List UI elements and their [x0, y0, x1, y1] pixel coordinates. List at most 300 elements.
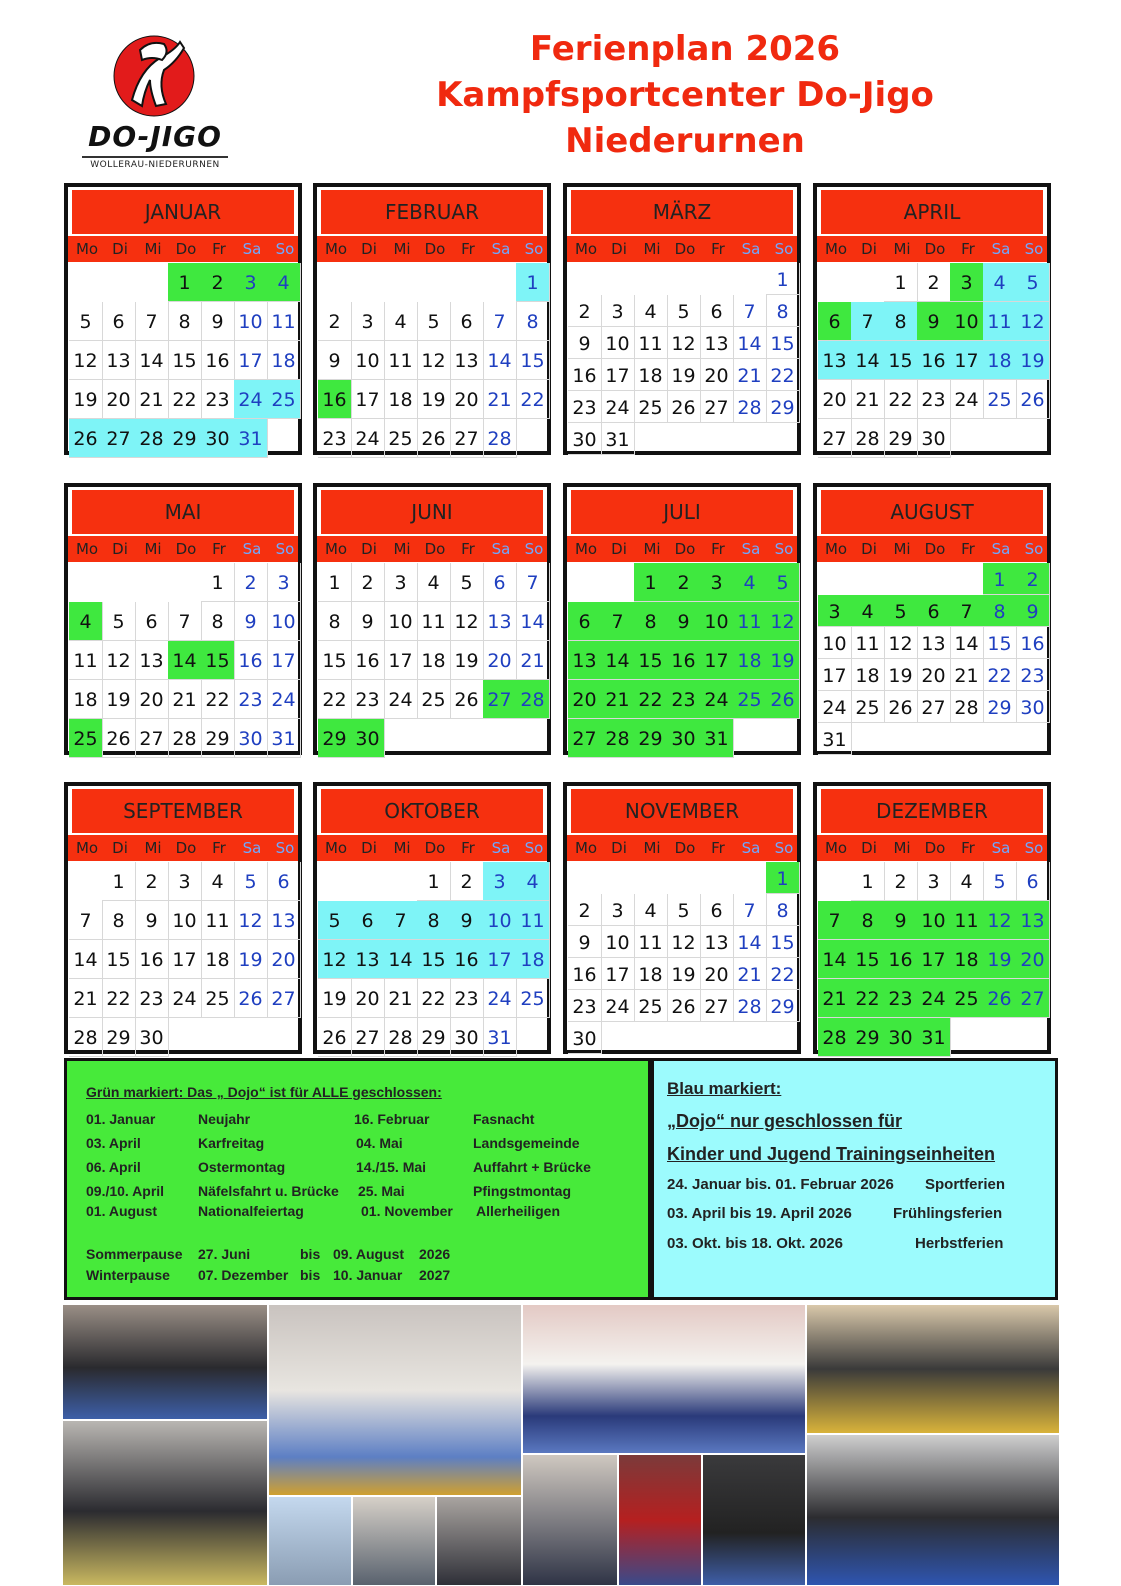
day-grid [68, 563, 298, 751]
month-name: FEBRUAR [321, 190, 543, 234]
weekday-label: Do [674, 240, 696, 258]
day-cell: 29 [318, 719, 352, 758]
weekday-label: Di [112, 540, 128, 558]
period-range: 03. Okt. bis 18. Okt. 2026 [667, 1235, 843, 1252]
day-cell: 9 [201, 302, 235, 341]
day-cell: 17 [950, 341, 984, 380]
day-cell: 28 [601, 719, 635, 758]
day-cell: 11 [950, 901, 984, 940]
day-cell: 20 [102, 380, 136, 419]
day-cell: 2 [884, 862, 918, 901]
weekday-label: Sa [991, 540, 1011, 558]
day-cell: 25 [851, 691, 885, 723]
weekday-label: Fr [212, 240, 226, 258]
day-cell: 20 [917, 659, 951, 691]
day-cell: 15 [766, 926, 800, 958]
day-cell: 10 [267, 602, 301, 641]
day-cell: 1 [851, 862, 885, 901]
day-cell: 14 [950, 627, 984, 659]
photo-small-1 [268, 1496, 352, 1586]
day-cell: 14 [601, 641, 635, 680]
day-cell: 6 [700, 894, 734, 926]
holiday-name: Fasnacht [473, 1111, 535, 1127]
day-cell: 9 [917, 302, 951, 341]
weekday-label: So [1024, 839, 1044, 857]
day-cell: 17 [351, 380, 385, 419]
day-cell: 11 [417, 602, 451, 641]
weekday-label: Do [175, 839, 197, 857]
day-cell: 21 [516, 641, 550, 680]
day-cell: 10 [168, 901, 202, 940]
month-name: MAI [72, 490, 294, 534]
day-cell: 27 [102, 419, 136, 458]
day-cell: 22 [766, 359, 800, 391]
day-cell: 30 [351, 719, 385, 758]
day-cell: 29 [851, 1018, 885, 1057]
day-cell: 6 [700, 295, 734, 327]
day-cell: 8 [318, 602, 352, 641]
weekday-label: Sa [491, 240, 511, 258]
weekday-header [817, 536, 1047, 562]
day-cell: 4 [950, 862, 984, 901]
day-cell: 2 [201, 263, 235, 302]
day-cell: 26 [234, 979, 268, 1018]
day-cell: 23 [201, 380, 235, 419]
day-cell: 14 [384, 940, 418, 979]
day-cell: 15 [417, 940, 451, 979]
day-cell: 24 [601, 391, 635, 423]
weekday-label: Di [611, 839, 627, 857]
day-cell: 4 [634, 295, 668, 327]
weekday-label: So [1024, 540, 1044, 558]
month-dezember [813, 782, 1051, 1054]
weekday-header [68, 236, 298, 262]
day-cell: 30 [568, 1022, 602, 1054]
day-cell: 18 [417, 641, 451, 680]
day-cell: 11 [851, 627, 885, 659]
break-from: 27. Juni [198, 1246, 251, 1262]
day-cell: 20 [450, 380, 484, 419]
day-cell: 30 [1016, 691, 1050, 723]
weekday-label: Fr [461, 240, 475, 258]
weekday-label: Mi [893, 240, 911, 258]
day-cell: 25 [267, 380, 301, 419]
break-year: 2026 [419, 1246, 451, 1262]
weekday-label: Mo [75, 540, 99, 558]
period-range: 24. Januar bis. 01. Februar 2026 [667, 1176, 894, 1193]
day-cell: 22 [318, 680, 352, 719]
weekday-label: Mi [643, 540, 661, 558]
holiday-date: 16. Februar [354, 1111, 430, 1127]
day-cell: 2 [450, 862, 484, 901]
day-cell: 27 [1016, 979, 1050, 1018]
day-cell: 26 [1016, 380, 1050, 419]
day-cell: 3 [234, 263, 268, 302]
day-cell: 11 [733, 602, 767, 641]
day-cell: 8 [417, 901, 451, 940]
day-cell: 16 [234, 641, 268, 680]
day-cell: 16 [568, 359, 602, 391]
day-cell: 15 [201, 641, 235, 680]
day-cell: 1 [102, 862, 136, 901]
day-cell: 29 [102, 1018, 136, 1057]
weekday-label: Fr [961, 540, 975, 558]
day-cell: 17 [483, 940, 517, 979]
holiday-date: 06. April [86, 1159, 141, 1175]
day-cell: 14 [516, 602, 550, 641]
day-cell: 31 [483, 1018, 517, 1057]
day-cell: 19 [69, 380, 103, 419]
month-juli [563, 483, 801, 755]
day-cell: 23 [351, 680, 385, 719]
weekday-header [567, 536, 797, 562]
photo-judo-group [522, 1304, 806, 1454]
day-cell: 30 [135, 1018, 169, 1057]
day-cell: 15 [884, 341, 918, 380]
holiday-name: Auffahrt + Brücke [473, 1159, 591, 1175]
day-cell: 18 [983, 341, 1017, 380]
day-cell: 7 [135, 302, 169, 341]
day-cell: 10 [601, 327, 635, 359]
day-cell: 20 [700, 958, 734, 990]
day-cell: 7 [384, 901, 418, 940]
day-cell: 11 [983, 302, 1017, 341]
weekday-label: Do [924, 540, 946, 558]
weekday-label: Mi [144, 839, 162, 857]
day-cell: 6 [351, 901, 385, 940]
day-cell: 24 [234, 380, 268, 419]
weekday-label: Do [424, 540, 446, 558]
day-cell: 5 [417, 302, 451, 341]
month-name: AUGUST [821, 490, 1043, 534]
weekday-label: Sa [242, 540, 262, 558]
day-cell: 6 [102, 302, 136, 341]
break-bis: bis [300, 1246, 321, 1262]
holiday-date: 03. April [86, 1135, 141, 1151]
day-cell: 21 [733, 958, 767, 990]
legend-blue-line-3: Kinder und Jugend Trainingseinheiten [667, 1144, 996, 1164]
day-cell: 5 [450, 563, 484, 602]
day-cell: 18 [69, 680, 103, 719]
day-cell: 12 [234, 901, 268, 940]
day-cell: 28 [135, 419, 169, 458]
title-line-1: Ferienplan 2026 [529, 29, 841, 69]
day-cell: 22 [417, 979, 451, 1018]
day-cell: 10 [384, 602, 418, 641]
weekday-header [68, 536, 298, 562]
period-name: Herbstferien [915, 1235, 1004, 1252]
weekday-label: Di [861, 540, 877, 558]
day-cell: 5 [318, 901, 352, 940]
day-cell: 27 [917, 691, 951, 723]
day-cell: 16 [667, 641, 701, 680]
weekday-label: Fr [461, 540, 475, 558]
weekday-label: Do [175, 240, 197, 258]
day-cell: 7 [950, 595, 984, 627]
day-cell: 1 [417, 862, 451, 901]
day-cell: 20 [135, 680, 169, 719]
day-cell: 13 [917, 627, 951, 659]
day-cell: 12 [884, 627, 918, 659]
day-cell: 21 [851, 380, 885, 419]
day-cell: 13 [135, 641, 169, 680]
day-cell: 29 [201, 719, 235, 758]
weekday-label: Mi [393, 839, 411, 857]
day-cell: 10 [700, 602, 734, 641]
day-cell: 29 [168, 419, 202, 458]
day-cell: 9 [568, 926, 602, 958]
weekday-label: Mo [75, 839, 99, 857]
weekday-header [567, 236, 797, 262]
day-cell: 26 [102, 719, 136, 758]
day-cell: 16 [318, 380, 352, 419]
day-cell: 10 [601, 926, 635, 958]
break-label: Winterpause [86, 1267, 170, 1283]
day-cell: 18 [634, 359, 668, 391]
day-cell: 28 [69, 1018, 103, 1057]
weekday-label: Mo [574, 839, 598, 857]
day-grid [68, 862, 298, 1050]
day-cell: 5 [766, 563, 800, 602]
day-cell: 11 [634, 327, 668, 359]
day-cell: 26 [884, 691, 918, 723]
day-grid [567, 563, 797, 751]
day-cell: 21 [733, 359, 767, 391]
day-cell: 23 [917, 380, 951, 419]
day-cell: 3 [818, 595, 852, 627]
weekday-label: Mi [144, 540, 162, 558]
day-cell: 31 [601, 423, 635, 455]
weekday-label: Fr [711, 540, 725, 558]
day-cell: 23 [884, 979, 918, 1018]
legend-green-heading: Grün markiert: Das „ Dojo“ ist für ALLE geschlossen: [86, 1084, 442, 1100]
logo-subtitle: WOLLERAU-NIEDERURNEN [90, 160, 220, 170]
day-cell: 22 [983, 659, 1017, 691]
weekday-header [317, 236, 547, 262]
weekday-label: Di [112, 240, 128, 258]
day-cell: 11 [516, 901, 550, 940]
day-cell: 14 [135, 341, 169, 380]
day-cell: 23 [318, 419, 352, 458]
day-cell: 11 [634, 926, 668, 958]
day-cell: 6 [917, 595, 951, 627]
day-cell: 24 [917, 979, 951, 1018]
day-cell: 30 [917, 419, 951, 458]
day-cell: 11 [267, 302, 301, 341]
holiday-name: Ostermontag [198, 1159, 286, 1175]
day-cell: 10 [950, 302, 984, 341]
day-cell: 31 [700, 719, 734, 758]
day-cell: 19 [234, 940, 268, 979]
day-cell: 2 [917, 263, 951, 302]
day-cell: 17 [917, 940, 951, 979]
photo-small-2 [352, 1496, 436, 1586]
day-cell: 21 [168, 680, 202, 719]
day-cell: 17 [267, 641, 301, 680]
day-cell: 22 [516, 380, 550, 419]
day-cell: 9 [234, 602, 268, 641]
day-cell: 30 [450, 1018, 484, 1057]
weekday-label: Mo [824, 240, 848, 258]
holiday-name: Näfelsfahrt u. Brücke [198, 1183, 339, 1199]
day-cell: 18 [267, 341, 301, 380]
weekday-label: Sa [741, 240, 761, 258]
day-cell: 22 [201, 680, 235, 719]
month-name: NOVEMBER [571, 789, 793, 833]
day-cell: 25 [201, 979, 235, 1018]
day-cell: 23 [1016, 659, 1050, 691]
day-cell: 10 [351, 341, 385, 380]
weekday-header [68, 835, 298, 861]
day-cell: 14 [168, 641, 202, 680]
day-cell: 10 [917, 901, 951, 940]
day-cell: 6 [568, 602, 602, 641]
day-cell: 29 [417, 1018, 451, 1057]
month-name: JULI [571, 490, 793, 534]
day-grid [317, 263, 547, 451]
day-cell: 13 [1016, 901, 1050, 940]
day-cell: 16 [201, 341, 235, 380]
day-cell: 1 [168, 263, 202, 302]
day-cell: 12 [318, 940, 352, 979]
day-cell: 26 [667, 391, 701, 423]
weekday-label: So [774, 839, 794, 857]
weekday-header [317, 835, 547, 861]
day-cell: 27 [700, 391, 734, 423]
weekday-label: Mi [643, 240, 661, 258]
day-cell: 17 [700, 641, 734, 680]
day-cell: 25 [417, 680, 451, 719]
day-cell: 13 [700, 926, 734, 958]
day-cell: 15 [168, 341, 202, 380]
day-cell: 17 [384, 641, 418, 680]
day-cell: 5 [234, 862, 268, 901]
break-to: 10. Januar [333, 1267, 403, 1283]
day-cell: 29 [766, 391, 800, 423]
day-cell: 2 [667, 563, 701, 602]
day-cell: 14 [733, 327, 767, 359]
holiday-name: Pfingstmontag [473, 1183, 571, 1199]
day-cell: 16 [568, 958, 602, 990]
day-cell: 19 [766, 641, 800, 680]
weekday-label: So [774, 240, 794, 258]
day-cell: 19 [1016, 341, 1050, 380]
day-grid [567, 263, 797, 451]
day-cell: 4 [634, 894, 668, 926]
day-cell: 13 [568, 641, 602, 680]
title-line-2: Kampfsportcenter Do-Jigo [436, 75, 934, 115]
day-cell: 3 [483, 862, 517, 901]
day-cell: 8 [851, 901, 885, 940]
photo-judo-kids [268, 1304, 522, 1496]
day-cell: 20 [818, 380, 852, 419]
day-cell: 10 [818, 627, 852, 659]
photo-group-6 [806, 1434, 1060, 1586]
day-cell: 24 [168, 979, 202, 1018]
weekday-label: Mo [75, 240, 99, 258]
day-cell: 3 [267, 563, 301, 602]
day-cell: 29 [766, 990, 800, 1022]
day-cell: 9 [1016, 595, 1050, 627]
day-cell: 26 [450, 680, 484, 719]
day-cell: 4 [417, 563, 451, 602]
day-cell: 2 [351, 563, 385, 602]
day-cell: 24 [267, 680, 301, 719]
holiday-date: 04. Mai [356, 1135, 403, 1151]
weekday-label: Fr [961, 240, 975, 258]
day-cell: 20 [700, 359, 734, 391]
weekday-label: So [1024, 240, 1044, 258]
day-cell: 8 [983, 595, 1017, 627]
weekday-label: Mo [324, 540, 348, 558]
day-cell: 5 [667, 295, 701, 327]
weekday-label: Do [175, 540, 197, 558]
day-cell: 24 [700, 680, 734, 719]
day-cell: 18 [950, 940, 984, 979]
day-grid [817, 263, 1047, 451]
day-cell: 26 [667, 990, 701, 1022]
weekday-label: Sa [242, 240, 262, 258]
weekday-label: So [275, 240, 295, 258]
day-cell: 12 [417, 341, 451, 380]
day-cell: 27 [267, 979, 301, 1018]
holiday-date: 01. Januar [86, 1111, 156, 1127]
day-grid [317, 862, 547, 1050]
month-name: OKTOBER [321, 789, 543, 833]
day-cell: 18 [851, 659, 885, 691]
day-cell: 4 [384, 302, 418, 341]
day-cell: 15 [634, 641, 668, 680]
holiday-name: Landsgemeinde [473, 1135, 580, 1151]
day-cell: 4 [851, 595, 885, 627]
day-cell: 9 [667, 602, 701, 641]
day-cell: 21 [384, 979, 418, 1018]
day-cell: 23 [667, 680, 701, 719]
day-cell: 14 [483, 341, 517, 380]
day-cell: 9 [450, 901, 484, 940]
day-cell: 7 [733, 894, 767, 926]
day-cell: 20 [568, 680, 602, 719]
day-cell: 17 [168, 940, 202, 979]
legend-blue-heading: Blau markiert: [667, 1079, 782, 1098]
period-range: 03. April bis 19. April 2026 [667, 1205, 852, 1222]
day-cell: 25 [634, 391, 668, 423]
weekday-label: Mi [893, 540, 911, 558]
day-cell: 15 [102, 940, 136, 979]
month-name: DEZEMBER [821, 789, 1043, 833]
day-cell: 6 [135, 602, 169, 641]
day-cell: 24 [483, 979, 517, 1018]
weekday-label: Di [112, 839, 128, 857]
month-name: MÄRZ [571, 190, 793, 234]
weekday-header [817, 236, 1047, 262]
weekday-label: Do [424, 240, 446, 258]
weekday-label: Mi [393, 240, 411, 258]
day-cell: 4 [267, 263, 301, 302]
weekday-label: Mi [893, 839, 911, 857]
day-cell: 15 [516, 341, 550, 380]
month-november [563, 782, 801, 1054]
month-märz [563, 183, 801, 455]
day-cell: 23 [450, 979, 484, 1018]
weekday-label: Mo [324, 240, 348, 258]
day-cell: 5 [1016, 263, 1050, 302]
day-cell: 7 [516, 563, 550, 602]
day-cell: 24 [351, 419, 385, 458]
day-cell: 24 [818, 691, 852, 723]
weekday-label: Do [424, 839, 446, 857]
weekday-header [817, 835, 1047, 861]
